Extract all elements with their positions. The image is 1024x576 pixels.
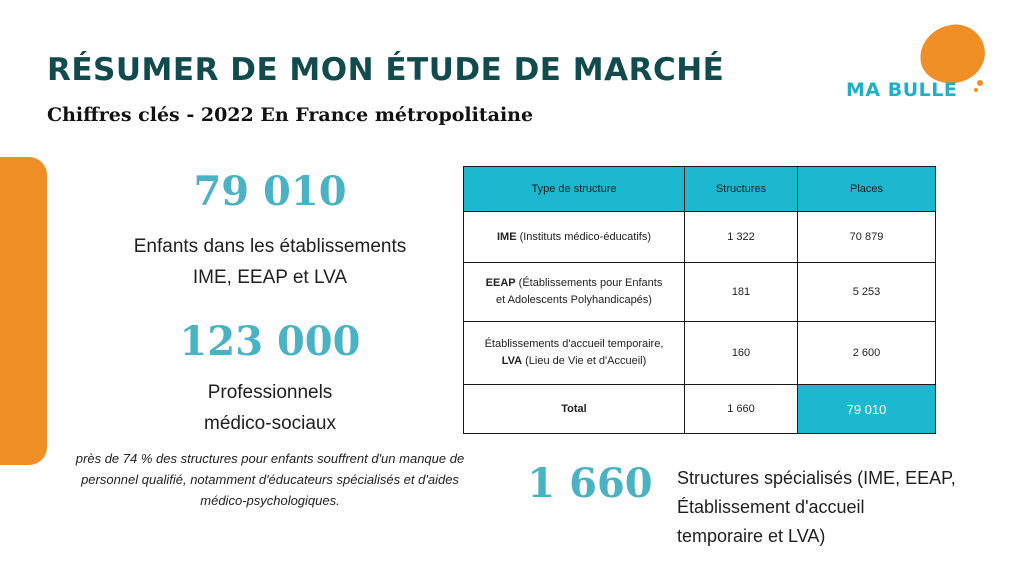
row-type xyxy=(464,263,685,322)
row-places: 2 600 xyxy=(798,322,936,385)
row-type-bold: IME xyxy=(496,230,517,243)
bubble-dot-icon xyxy=(977,80,983,86)
note-line2: personnel qualifié, notamment d'éducateurs spécialisés et d'aides xyxy=(81,472,459,487)
page-subtitle: Chiffres clés - 2022 En France métropolitaine xyxy=(47,104,534,126)
row-places: 5 253 xyxy=(798,263,936,322)
table-row xyxy=(464,322,936,385)
row-places: 70 879 xyxy=(798,212,936,263)
row-type-bold: LVA xyxy=(501,355,523,367)
professionals-caption xyxy=(80,377,460,439)
row-structures: 160 xyxy=(685,322,798,385)
speech-bubble-icon xyxy=(916,21,988,87)
structures-count: 1 660 xyxy=(527,460,653,507)
children-caption-line2: IME, EEAP et LVA xyxy=(192,267,348,288)
row-type xyxy=(464,212,685,263)
row-type-rest: (Instituts médico-éducatifs) xyxy=(516,230,652,243)
row-structures: 1 322 xyxy=(685,212,798,263)
row-type-line2: et Adolescents Polyhandicapés) xyxy=(496,294,652,306)
row-type-line1: Établissements d'accueil temporaire, xyxy=(484,338,664,350)
note-line3: médico-psychologiques. xyxy=(200,493,340,508)
row-type-bold: EEAP xyxy=(485,277,516,289)
header-places: Places xyxy=(798,167,936,212)
total-label: Total xyxy=(464,385,685,434)
table-row xyxy=(464,263,936,322)
structures-caption xyxy=(677,464,997,551)
table-row xyxy=(464,212,936,263)
professionals-caption-line2: médico-sociaux xyxy=(204,413,336,434)
children-count: 79 010 xyxy=(193,168,347,215)
bubble-dot-small-icon xyxy=(974,88,978,92)
logo-text: MA BULLE xyxy=(846,79,958,101)
row-type xyxy=(464,322,685,385)
decorative-orange-bar xyxy=(0,157,47,465)
professionals-caption-line1: Professionnels xyxy=(207,382,333,403)
professionals-count: 123 000 xyxy=(179,318,361,365)
note-line1: près de 74 % des structures pour enfants souffrent d'un manque de xyxy=(75,451,465,466)
table-total-row xyxy=(464,385,936,434)
structures-caption-line1: Structures spécialisés (IME, EEAP, xyxy=(677,468,956,488)
children-caption xyxy=(80,231,460,293)
brand-logo xyxy=(840,22,990,112)
header-type: Type de structure xyxy=(464,167,685,212)
staff-shortage-note xyxy=(55,448,485,511)
row-type-rest: (Lieu de Vie et d'Accueil) xyxy=(522,355,647,367)
structures-caption-line2: Établissement d'accueil xyxy=(677,497,865,517)
structures-table xyxy=(463,166,936,434)
row-structures: 181 xyxy=(685,263,798,322)
page-title: RÉSUMER DE MON ÉTUDE DE MARCHÉ xyxy=(47,52,725,88)
table-header-row xyxy=(464,167,936,212)
structures-caption-line3: temporaire et LVA) xyxy=(677,526,826,546)
total-structures: 1 660 xyxy=(685,385,798,434)
children-caption-line1: Enfants dans les établissements xyxy=(133,236,407,257)
header-structures: Structures xyxy=(685,167,798,212)
total-places: 79 010 xyxy=(798,385,936,434)
row-type-rest: (Établissements pour Enfants xyxy=(515,277,663,289)
